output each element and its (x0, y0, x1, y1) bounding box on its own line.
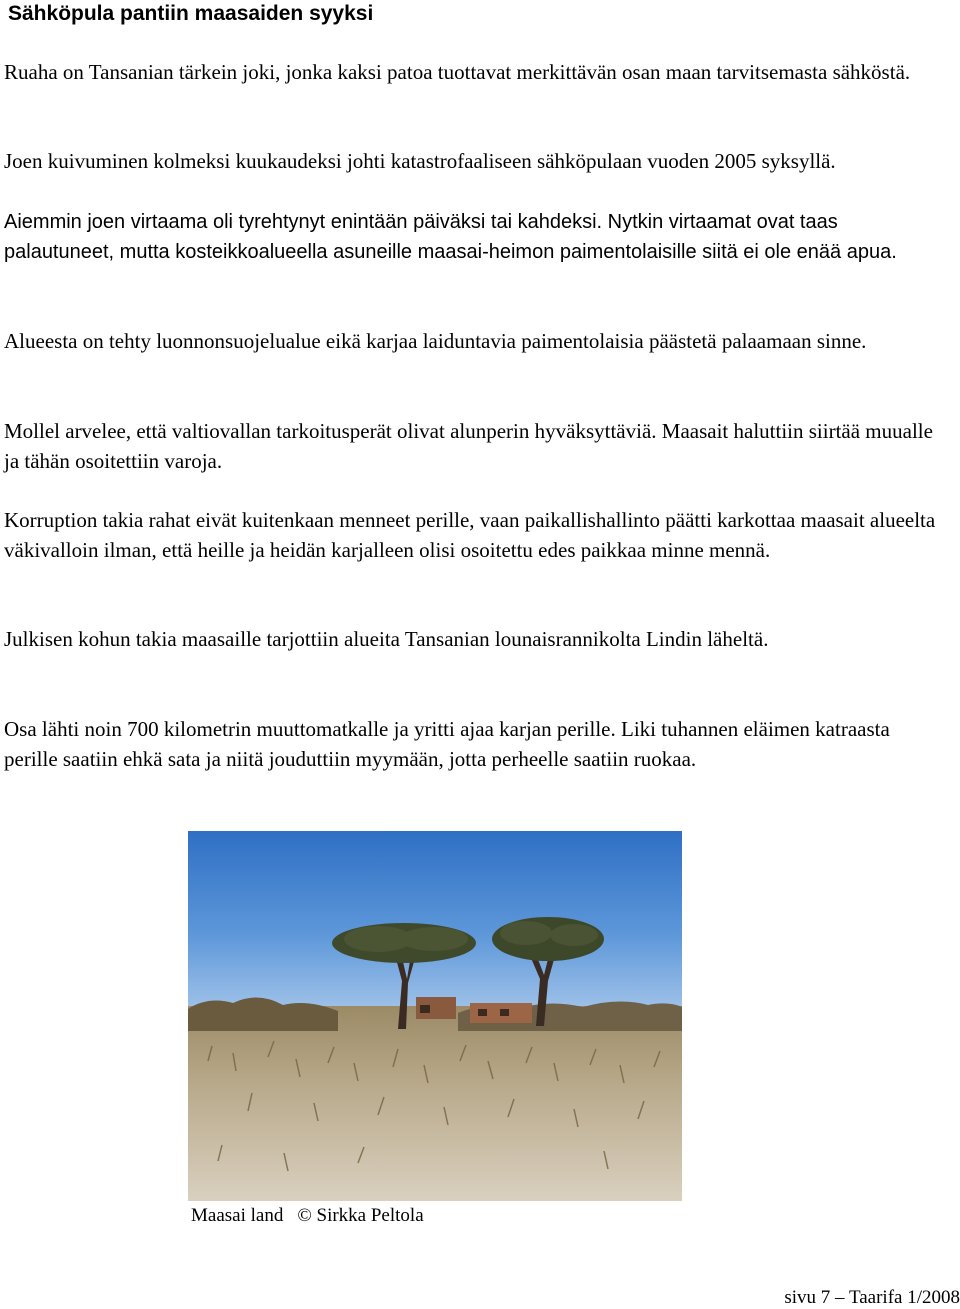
paragraph-8: Osa lähti noin 700 kilometrin muuttomatkalle ja yritti ajaa karjan perille. Liki tuhannen eläimen katraasta perille saatiin ehkä sata ja niitä jouduttiin myymään, jotta perheelle saatiin ruokaa. (4, 717, 890, 771)
paragraph-6: Korruption takia rahat eivät kuitenkaan menneet perille, vaan paikallishallinto päätti karkottaa maasait alueelta väkivalloin ilman, että heille ja heidän karjalleen olisi osoitettu edes paikkaa minne mennä. (4, 508, 936, 562)
page-title: Sähköpula pantiin maasaiden syyksi (8, 2, 374, 25)
paragraph-2: Joen kuivuminen kolmeksi kuukaudeksi johti katastrofaaliseen sähköpulaan vuoden 2005 syksyllä. (4, 149, 836, 173)
paragraph-7: Julkisen kohun takia maasaille tarjottiin alueita Tansanian lounaisrannikolta Lindin läheltä. (4, 627, 769, 651)
photo-caption-title: Maasai land (191, 1205, 284, 1226)
paragraph-3-sentence-1: Aiemmin joen virtaama oli tyrehtynyt enintään päiväksi tai kahdeksi. (4, 211, 603, 233)
paragraph-4: Alueesta on tehty luonnonsuojelualue eikä karjaa laiduntavia paimentolaisia päästetä palaamaan sinne. (4, 329, 867, 353)
paragraph-3 (4, 207, 944, 267)
photo-caption (191, 1204, 424, 1228)
paragraph-3-sentence-2: Nytkin virtaamat ovat taas palautuneet, mutta kosteikkoalueella asuneille maasai-heimon paimentolaisille siitä ei ole enää apua. (4, 211, 897, 263)
page-footer: sivu 7 – Taarifa 1/2008 (784, 1287, 960, 1308)
photo-credit: © Sirkka Peltola (297, 1205, 424, 1226)
maasai-land-photo (188, 831, 682, 1201)
paragraph-1: Ruaha on Tansanian tärkein joki, jonka kaksi patoa tuottavat merkittävän osan maan tarvitsemasta sähköstä. (4, 60, 911, 84)
paragraph-5: Mollel arvelee, että valtiovallan tarkoitusperät olivat alunperin hyväksyttäviä. Maasait haluttiin siirtää muualle ja tähän osoitettiin varoja. (4, 419, 933, 473)
